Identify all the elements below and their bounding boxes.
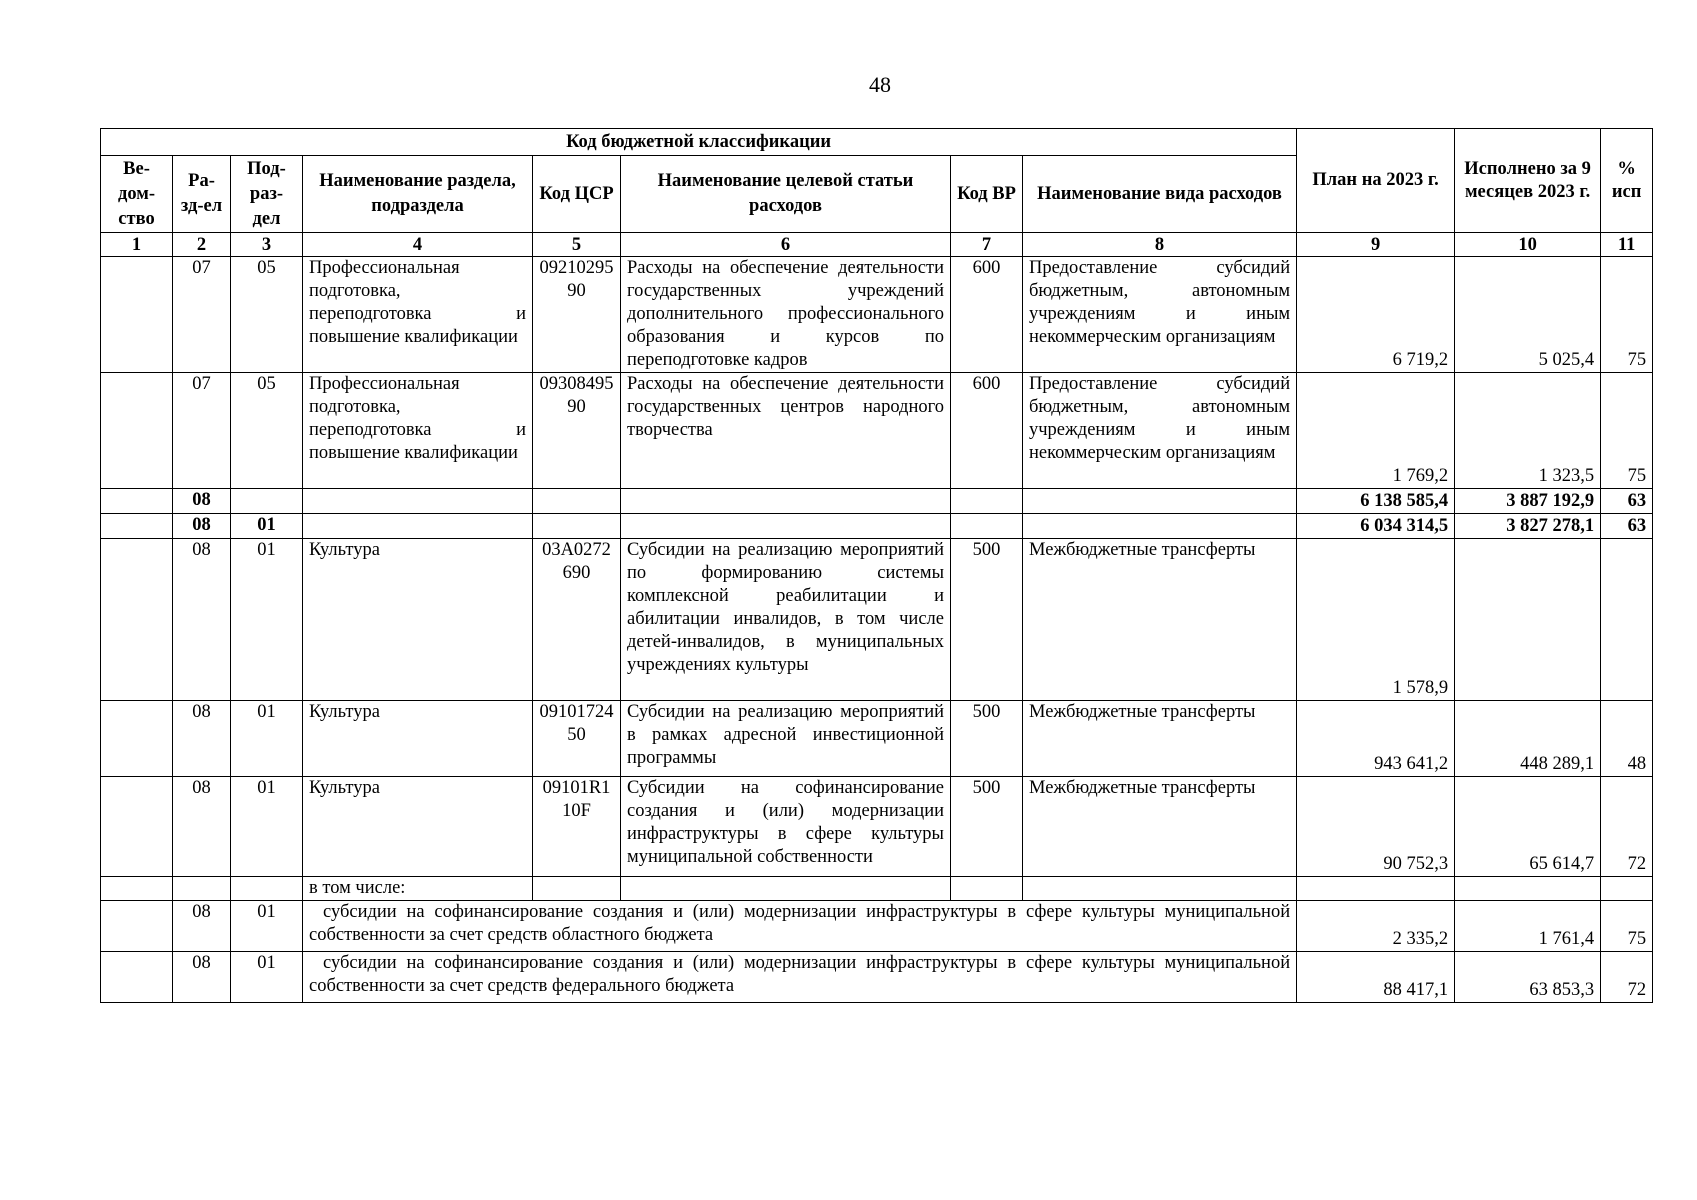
cell-target-name: Субсидии на реализацию мероприятий в рамках адресной инвестиционной программы bbox=[621, 701, 951, 777]
cell-csr: 0921029590 bbox=[533, 257, 621, 373]
cell-razdel: 07 bbox=[173, 257, 231, 373]
cell-podrazdel: 01 bbox=[231, 777, 303, 877]
cell-vedomstvo bbox=[101, 373, 173, 489]
cell-vr: 600 bbox=[951, 257, 1023, 373]
cell-razdel-name: Профессиональная подготовка, переподготовка и повышение квалификации bbox=[303, 373, 533, 489]
cell-vedomstvo bbox=[101, 901, 173, 952]
cell-csr: 03А0272690 bbox=[533, 539, 621, 701]
cell-empty bbox=[621, 877, 951, 901]
budget-table bbox=[100, 128, 1653, 1003]
cell-empty bbox=[231, 877, 303, 901]
cell-vedomstvo bbox=[101, 489, 173, 514]
header-vr-name: Наименование вида расходов bbox=[1023, 156, 1297, 233]
cell-vr-name: Межбюджетные трансферты bbox=[1023, 539, 1297, 701]
cell-empty bbox=[621, 514, 951, 539]
cell-executed: 5 025,4 bbox=[1455, 257, 1601, 373]
cell-percent: 75 bbox=[1601, 373, 1653, 489]
cell-vr: 500 bbox=[951, 539, 1023, 701]
cell-executed: 1 323,5 bbox=[1455, 373, 1601, 489]
cell-empty bbox=[1601, 877, 1653, 901]
cell-executed: 1 761,4 bbox=[1455, 901, 1601, 952]
table-row bbox=[101, 901, 1653, 952]
cell-empty bbox=[1023, 489, 1297, 514]
cell-plan: 943 641,2 bbox=[1297, 701, 1455, 777]
col-number: 3 bbox=[231, 233, 303, 257]
cell-razdel: 08 bbox=[173, 901, 231, 952]
cell-vr-name: Межбюджетные трансферты bbox=[1023, 777, 1297, 877]
cell-empty bbox=[533, 877, 621, 901]
cell-vedomstvo bbox=[101, 514, 173, 539]
cell-executed: 448 289,1 bbox=[1455, 701, 1601, 777]
cell-razdel-name: Профессиональная подготовка, переподготовка и повышение квалификации bbox=[303, 257, 533, 373]
col-number: 9 bbox=[1297, 233, 1455, 257]
cell-executed: 65 614,7 bbox=[1455, 777, 1601, 877]
cell-executed: 63 853,3 bbox=[1455, 952, 1601, 1003]
cell-target-name: Субсидии на реализацию мероприятий по формированию системы комплексной реабилитации и абилитации инвалидов, в том числе детей-инвалидов, в муниципальных учреждениях культуры bbox=[621, 539, 951, 701]
cell-vedomstvo bbox=[101, 777, 173, 877]
cell-podrazdel: 01 bbox=[231, 952, 303, 1003]
subsection-total-row bbox=[101, 514, 1653, 539]
cell-podrazdel: 01 bbox=[231, 539, 303, 701]
cell-empty bbox=[951, 489, 1023, 514]
cell-target-name: Расходы на обеспечение деятельности государственных центров народного творчества bbox=[621, 373, 951, 489]
cell-vr: 500 bbox=[951, 701, 1023, 777]
cell-podrazdel: 01 bbox=[231, 514, 303, 539]
cell-percent: 75 bbox=[1601, 257, 1653, 373]
cell-razdel: 08 bbox=[173, 539, 231, 701]
header-vr: Код ВР bbox=[951, 156, 1023, 233]
section-total-row bbox=[101, 489, 1653, 514]
cell-podrazdel: 01 bbox=[231, 701, 303, 777]
cell-empty bbox=[951, 877, 1023, 901]
cell-executed bbox=[1455, 539, 1601, 701]
col-number: 1 bbox=[101, 233, 173, 257]
cell-percent: 75 bbox=[1601, 901, 1653, 952]
cell-percent: 63 bbox=[1601, 514, 1653, 539]
cell-percent bbox=[1601, 539, 1653, 701]
cell-empty bbox=[621, 489, 951, 514]
cell-podrazdel: 05 bbox=[231, 373, 303, 489]
col-number: 4 bbox=[303, 233, 533, 257]
header-percent: % исп bbox=[1601, 129, 1653, 233]
cell-vedomstvo bbox=[101, 257, 173, 373]
cell-empty bbox=[303, 489, 533, 514]
cell-razdel: 08 bbox=[173, 701, 231, 777]
header-podrazdel: Под-раз-дел bbox=[231, 156, 303, 233]
col-number: 6 bbox=[621, 233, 951, 257]
col-number: 5 bbox=[533, 233, 621, 257]
cell-subsidy-description: субсидии на софинансирование создания и (или) модернизации инфраструктуры в сфере культуры муниципальной собственности за счет средств областного бюджета bbox=[303, 901, 1297, 952]
header-target-name: Наименование целевой статьи расходов bbox=[621, 156, 951, 233]
cell-razdel: 08 bbox=[173, 952, 231, 1003]
cell-empty bbox=[533, 514, 621, 539]
table-row bbox=[101, 373, 1653, 489]
cell-csr: 0930849590 bbox=[533, 373, 621, 489]
cell-vr: 500 bbox=[951, 777, 1023, 877]
cell-podrazdel bbox=[231, 489, 303, 514]
header-csr: Код ЦСР bbox=[533, 156, 621, 233]
col-number: 11 bbox=[1601, 233, 1653, 257]
cell-plan: 1 769,2 bbox=[1297, 373, 1455, 489]
page-number: 48 bbox=[869, 72, 891, 97]
cell-empty bbox=[1023, 877, 1297, 901]
cell-razdel: 07 bbox=[173, 373, 231, 489]
cell-razdel-name: Культура bbox=[303, 777, 533, 877]
cell-vedomstvo bbox=[101, 701, 173, 777]
cell-plan: 6 034 314,5 bbox=[1297, 514, 1455, 539]
cell-razdel-name: Культура bbox=[303, 539, 533, 701]
cell-percent: 72 bbox=[1601, 952, 1653, 1003]
cell-plan: 2 335,2 bbox=[1297, 901, 1455, 952]
cell-vr-name: Предоставление субсидий бюджетным, автономным учреждениям и иным некоммерческим организациям bbox=[1023, 257, 1297, 373]
cell-empty bbox=[101, 877, 173, 901]
cell-percent: 72 bbox=[1601, 777, 1653, 877]
cell-csr: 0910172450 bbox=[533, 701, 621, 777]
cell-razdel-name: Культура bbox=[303, 701, 533, 777]
cell-empty bbox=[951, 514, 1023, 539]
cell-empty bbox=[303, 514, 533, 539]
cell-empty bbox=[1023, 514, 1297, 539]
cell-csr: 09101R110F bbox=[533, 777, 621, 877]
header-vedomstvo: Ве-дом-ство bbox=[101, 156, 173, 233]
cell-vr: 600 bbox=[951, 373, 1023, 489]
cell-vedomstvo bbox=[101, 952, 173, 1003]
cell-executed: 3 887 192,9 bbox=[1455, 489, 1601, 514]
header-razdel-name: Наименование раздела, подраздела bbox=[303, 156, 533, 233]
cell-empty bbox=[173, 877, 231, 901]
cell-razdel: 08 bbox=[173, 777, 231, 877]
cell-empty bbox=[533, 489, 621, 514]
header-plan: План на 2023 г. bbox=[1297, 129, 1455, 233]
cell-podrazdel: 01 bbox=[231, 901, 303, 952]
cell-plan: 6 719,2 bbox=[1297, 257, 1455, 373]
cell-percent: 63 bbox=[1601, 489, 1653, 514]
table-row bbox=[101, 952, 1653, 1003]
header-executed: Исполнено за 9 месяцев 2023 г. bbox=[1455, 129, 1601, 233]
cell-plan: 6 138 585,4 bbox=[1297, 489, 1455, 514]
col-number: 7 bbox=[951, 233, 1023, 257]
col-number: 10 bbox=[1455, 233, 1601, 257]
cell-including-label: в том числе: bbox=[303, 877, 533, 901]
cell-empty bbox=[1455, 877, 1601, 901]
cell-percent: 48 bbox=[1601, 701, 1653, 777]
cell-subsidy-description: субсидии на софинансирование создания и (или) модернизации инфраструктуры в сфере культуры муниципальной собственности за счет средств федерального бюджета bbox=[303, 952, 1297, 1003]
group-header: Код бюджетной классификации bbox=[101, 129, 1297, 156]
note-row bbox=[101, 877, 1653, 901]
cell-plan: 1 578,9 bbox=[1297, 539, 1455, 701]
col-number: 2 bbox=[173, 233, 231, 257]
table-row bbox=[101, 257, 1653, 373]
cell-vedomstvo bbox=[101, 539, 173, 701]
cell-executed: 3 827 278,1 bbox=[1455, 514, 1601, 539]
cell-vr-name: Межбюджетные трансферты bbox=[1023, 701, 1297, 777]
table-row bbox=[101, 777, 1653, 877]
col-number: 8 bbox=[1023, 233, 1297, 257]
cell-razdel: 08 bbox=[173, 514, 231, 539]
table-row bbox=[101, 539, 1653, 701]
cell-vr-name: Предоставление субсидий бюджетным, автономным учреждениям и иным некоммерческим организациям bbox=[1023, 373, 1297, 489]
table-row bbox=[101, 701, 1653, 777]
cell-razdel: 08 bbox=[173, 489, 231, 514]
cell-plan: 88 417,1 bbox=[1297, 952, 1455, 1003]
cell-target-name: Расходы на обеспечение деятельности государственных учреждений дополнительного профессионального образования и курсов по переподготовке кадров bbox=[621, 257, 951, 373]
cell-podrazdel: 05 bbox=[231, 257, 303, 373]
cell-plan: 90 752,3 bbox=[1297, 777, 1455, 877]
cell-empty bbox=[1297, 877, 1455, 901]
header-razdel: Ра-зд-ел bbox=[173, 156, 231, 233]
cell-target-name: Субсидии на софинансирование создания и (или) модернизации инфраструктуры в сфере культуры муниципальной собственности bbox=[621, 777, 951, 877]
